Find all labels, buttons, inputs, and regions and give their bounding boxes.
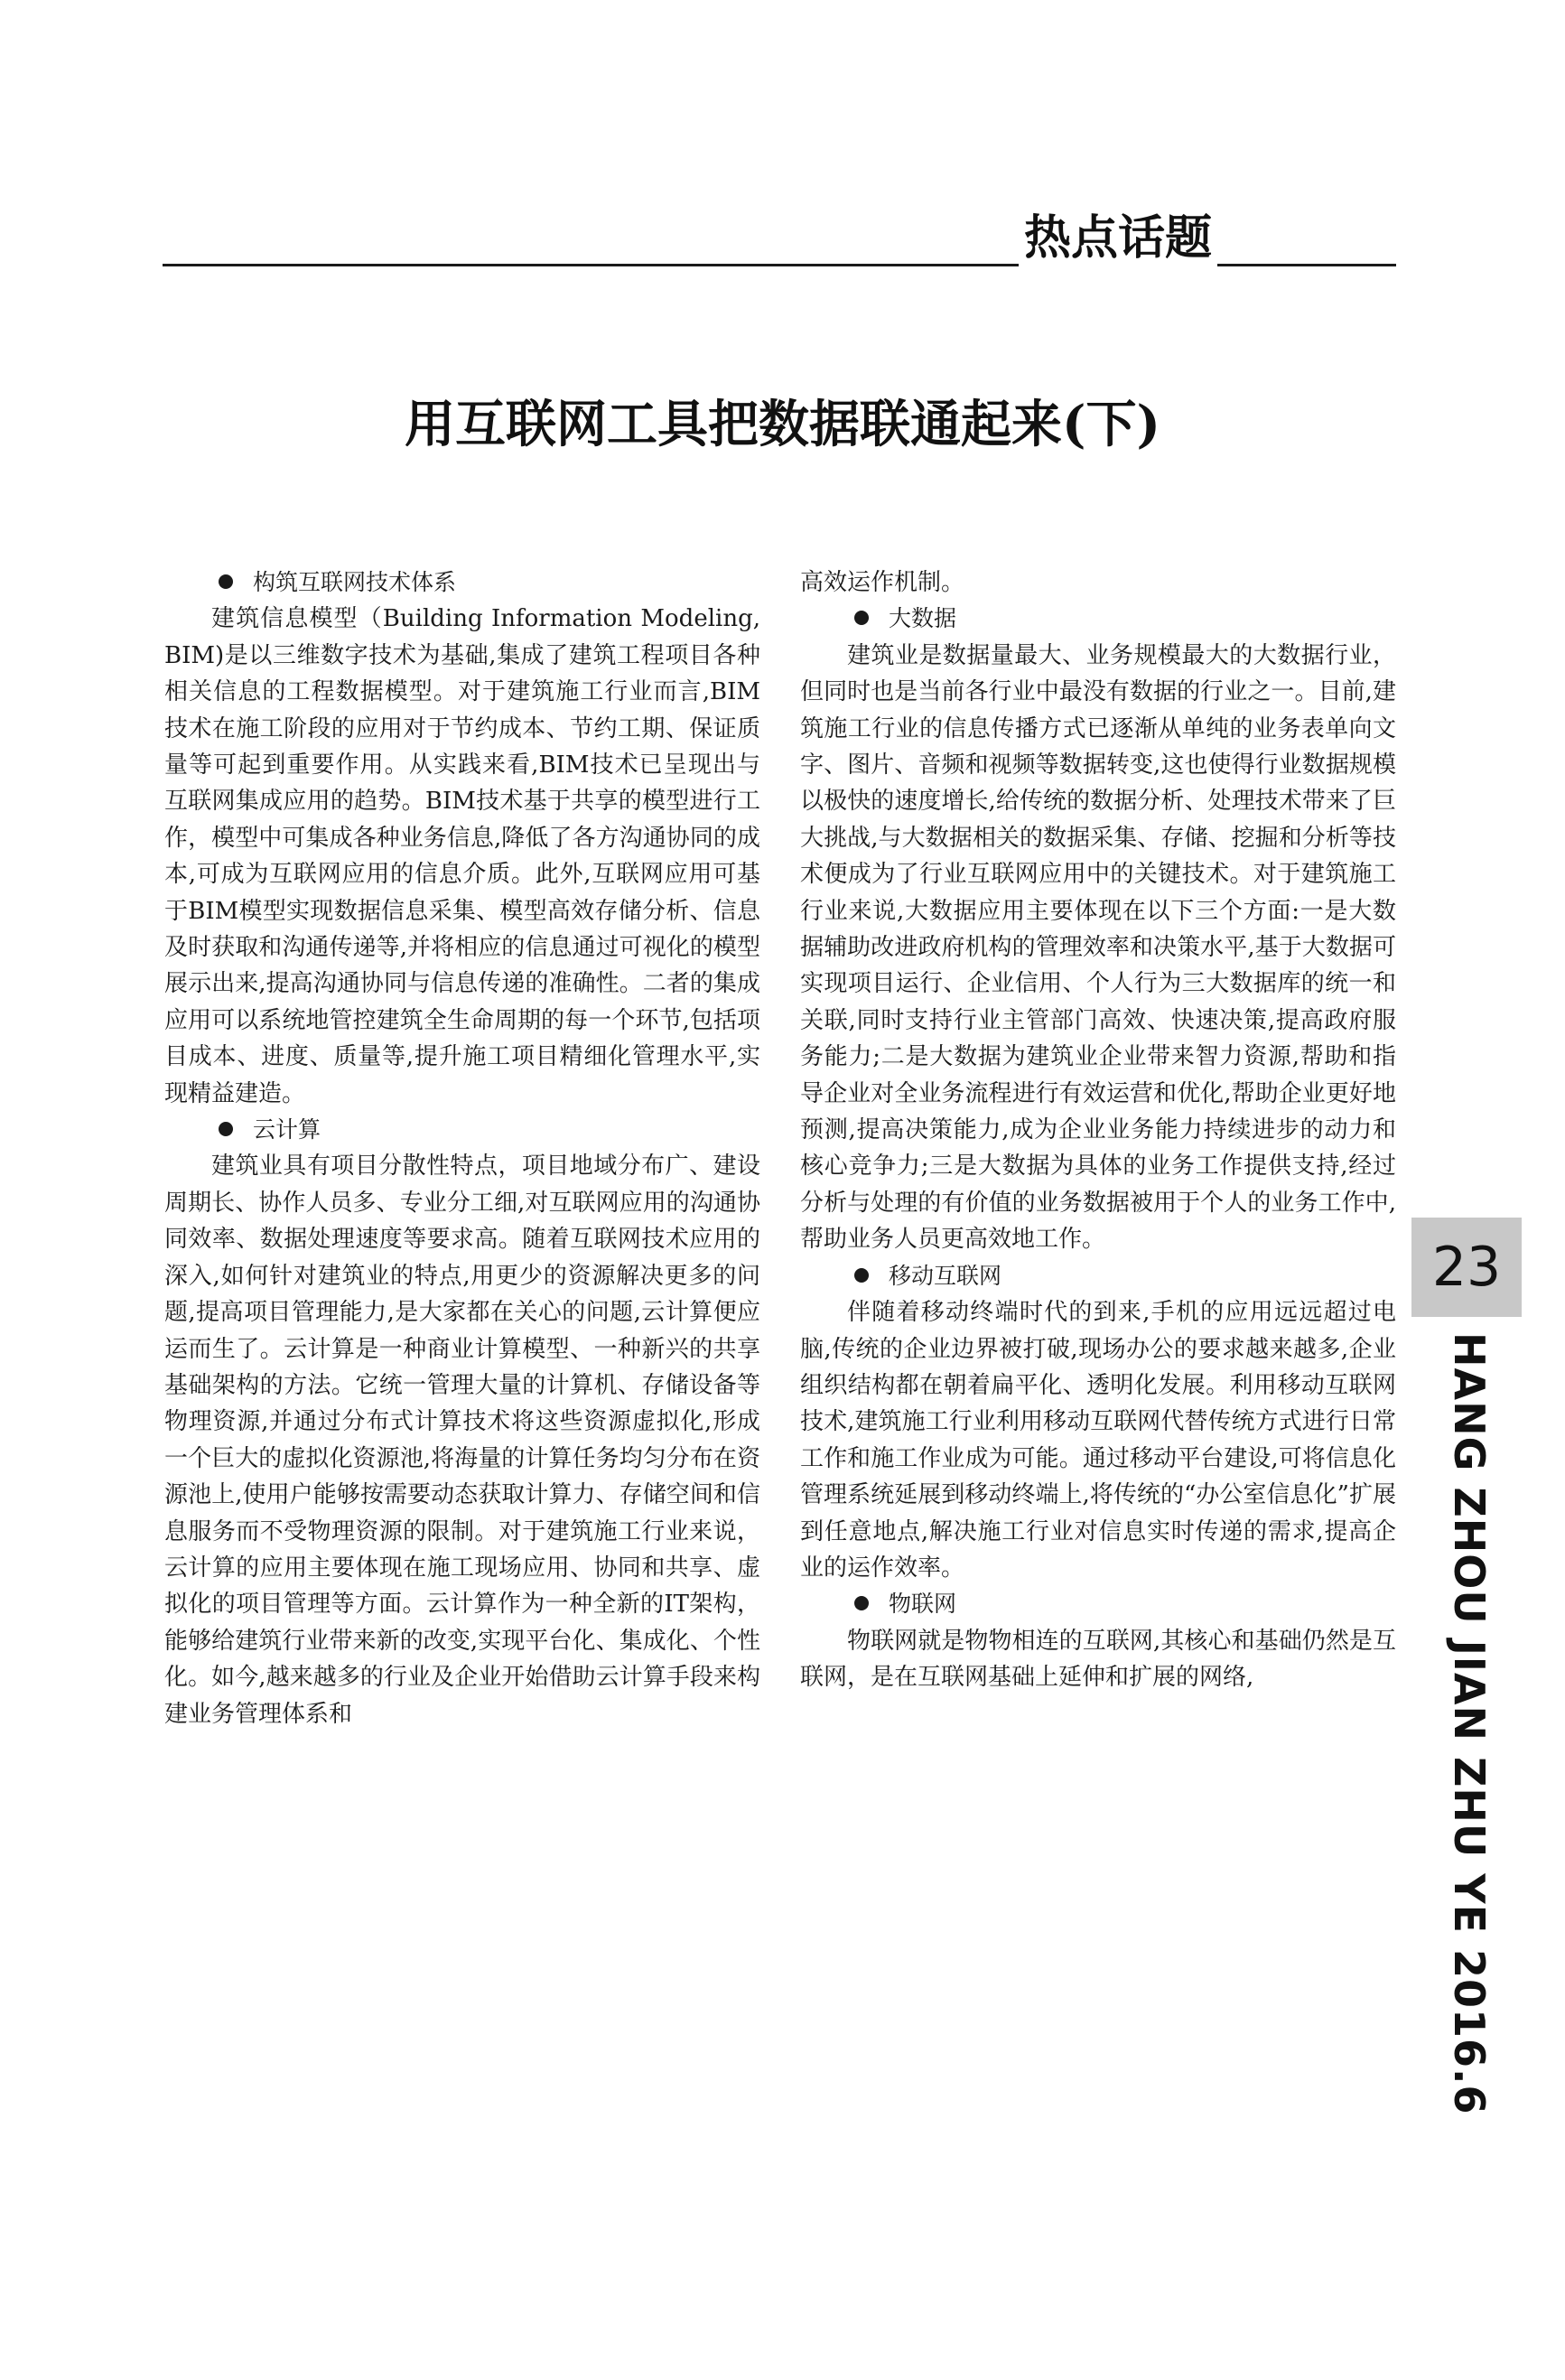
section-heading-label: 物联网	[889, 1591, 957, 1618]
left-column	[164, 565, 760, 1732]
section-heading-label: 构筑互联网技术体系	[253, 569, 457, 595]
section-heading	[800, 1258, 1396, 1294]
running-footer-wrap	[1422, 1332, 1513, 2380]
section-heading	[800, 1586, 1396, 1622]
paragraph: 建筑业是数据量最大、业务规模最大的大数据行业，但同时也是当前各行业中最没有数据的行业之一。目前,建筑施工行业的信息传播方式已逐渐从单纯的业务表单向文字、图片、音频和视频等数据转变,这也使得行业数据规模以极快的速度增长,给传统的数据分析、处理技术带来了巨大挑战,与大数据相关的数据采集、存储、挖掘和分析等技术便成为了行业互联网应用中的关键技术。对于建筑施工行业来说,大数据应用主要体现在以下三个方面:一是大数据辅助改进政府机构的管理效率和决策水平,基于大数据可实现项目运行、企业信用、个人行为三大数据库的统一和关联,同时支持行业主管部门高效、快速决策,提高政府服务能力;二是大数据为建筑业企业带来智力资源,帮助和指导企业对全业务流程进行有效运营和优化,帮助企业更好地预测,提高决策能力,成为企业业务能力持续进步的动力和核心竞争力;三是大数据为具体的业务工作提供支持,经过分析与处理的有价值的业务数据被用于个人的业务工作中,帮助业务人员更高效地工作。	[800, 641, 1396, 1254]
section-tag: 热点话题	[1023, 211, 1212, 266]
bullet-icon	[219, 574, 233, 589]
page-number-box	[1411, 1218, 1522, 1317]
section-heading	[800, 601, 1396, 637]
right-column	[800, 565, 1396, 1696]
section-heading	[164, 565, 760, 601]
bullet-icon	[854, 1596, 869, 1610]
paragraph: 物联网就是物物相连的互联网,其核心和基础仍然是互联网，是在互联网基础上延伸和扩展的网络,	[800, 1627, 1396, 1692]
section-heading	[164, 1112, 760, 1148]
running-footer: HANG ZHOU JIAN ZHU YE 2016.6	[1445, 1332, 1494, 2115]
bullet-icon	[219, 1122, 233, 1136]
header-rule	[1217, 264, 1396, 266]
article-title: 用互联网工具把数据联通起来(下)	[405, 395, 1160, 454]
section-heading-label: 大数据	[889, 605, 957, 632]
paragraph: 建筑业具有项目分散性特点，项目地域分布广、建设周期长、协作人员多、专业分工细,对互联网应用的沟通协同效率、数据处理速度等要求高。随着互联网技术应用的深入,如何针对建筑业的特点,用更少的资源解决更多的问题,提高项目管理能力,是大家都在关心的问题,云计算便应运而生了。云计算是一种商业计算模型、一种新兴的共享基础架构的方法。它统一管理大量的计算机、存储设备等物理资源,并通过分布式计算技术将这些资源虚拟化,形成一个巨大的虚拟化资源池,将海量的计算任务均匀分布在资源池上,使用户能够按需要动态获取计算力、存储空间和信息服务而不受物理资源的限制。对于建筑施工行业来说，云计算的应用主要体现在施工现场应用、协同和共享、虚拟化的项目管理等方面。云计算作为一种全新的IT架构，能够给建筑行业带来新的改变,实现平台化、集成化、个性化。如今,越来越多的行业及企业开始借助云计算手段来构建业务管理体系和	[164, 1153, 760, 1728]
section-heading-label: 移动互联网	[889, 1262, 1002, 1289]
paragraph: 建筑信息模型（Building Information Modeling, BIM)是以三维数字技术为基础,集成了建筑工程项目各种相关信息的工程数据模型。对于建筑施工行业而言,BIM技术在施工阶段的应用对于节约成本、节约工期、保证质量等可起到重要作用。从实践来看,BIM技术已呈现出与互联网集成应用的趋势。BIM技术基于共享的模型进行工作，模型中可集成各种业务信息,降低了各方沟通协同的成本,可成为互联网应用的信息介质。此外,互联网应用可基于BIM模型实现数据信息采集、模型高效存储分析、信息及时获取和沟通传递等,并将相应的信息通过可视化的模型展示出来,提高沟通协同与信息传递的准确性。二者的集成应用可以系统地管控建筑全生命周期的每一个环节,包括项目成本、进度、质量等,提升施工项目精细化管理水平,实现精益建造。	[164, 605, 760, 1107]
page-number: 23	[1431, 1236, 1502, 1299]
section-heading-label: 云计算	[253, 1116, 321, 1143]
header-rule	[163, 264, 1019, 266]
bullet-icon	[854, 611, 869, 625]
paragraph-continuation: 高效运作机制。	[800, 569, 965, 596]
paragraph: 伴随着移动终端时代的到来,手机的应用远远超过电脑,传统的企业边界被打破,现场办公的要求越来越多,企业组织结构都在朝着扁平化、透明化发展。利用移动互联网技术,建筑施工行业利用移动互联网代替传统方式进行日常工作和施工作业成为可能。通过移动平台建设,可将信息化管理系统延展到移动终端上,将传统的“办公室信息化”扩展到任意地点,解决施工行业对信息实时传递的需求,提高企业的运作效率。	[800, 1299, 1396, 1582]
bullet-icon	[854, 1268, 869, 1283]
